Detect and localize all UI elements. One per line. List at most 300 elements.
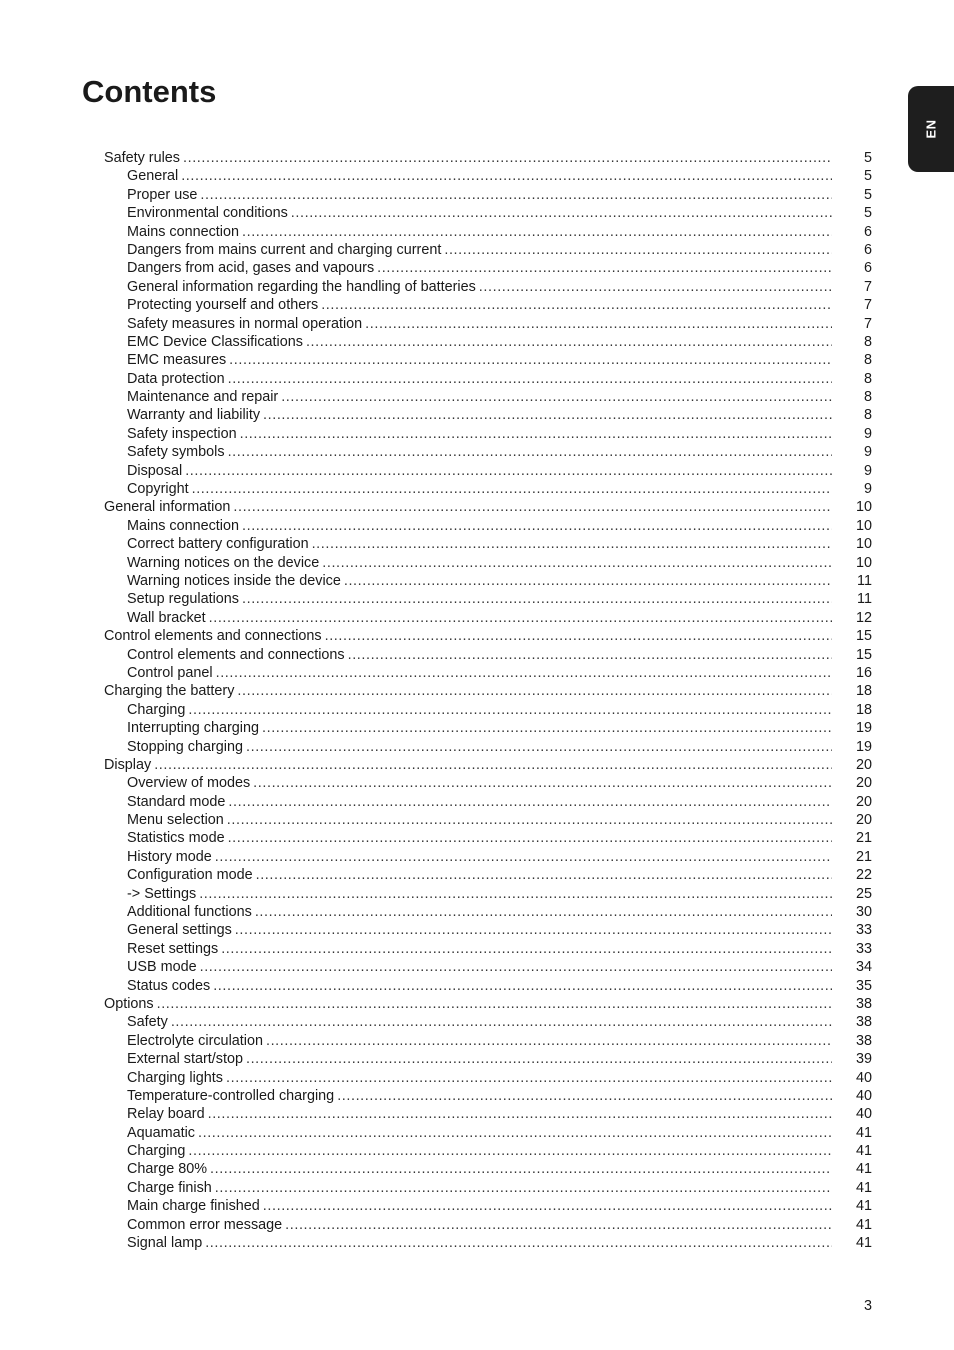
toc-entry-label: Disposal — [127, 462, 183, 479]
toc-subsection-entry[interactable] — [104, 885, 872, 903]
toc-dot-leader — [228, 829, 832, 847]
toc-entry-page-number: 9 — [863, 444, 872, 461]
toc-subsection-entry[interactable] — [104, 1105, 872, 1123]
toc-entry-label: Environmental conditions — [127, 205, 288, 222]
toc-dot-leader — [242, 590, 832, 608]
toc-dot-leader — [322, 554, 832, 572]
toc-dot-leader — [181, 167, 832, 185]
toc-entry-title-group — [127, 1216, 832, 1234]
toc-subsection-entry[interactable] — [104, 1032, 872, 1050]
toc-subsection-entry[interactable] — [104, 186, 872, 204]
toc-subsection-entry[interactable] — [104, 1179, 872, 1197]
toc-entry-title-group — [127, 609, 832, 627]
toc-subsection-entry[interactable] — [104, 480, 872, 498]
toc-entry-title-group — [104, 498, 832, 516]
toc-entry-label: History mode — [127, 848, 212, 865]
toc-dot-leader — [246, 738, 832, 756]
toc-entry-page-number: 39 — [855, 1051, 872, 1068]
toc-entry-label: EMC Device Classifications — [127, 333, 303, 350]
toc-dot-leader — [213, 977, 832, 995]
toc-entry-title-group — [127, 590, 832, 608]
toc-entry-label: Main charge finished — [127, 1198, 260, 1215]
toc-subsection-entry[interactable] — [104, 977, 872, 995]
toc-entry-title-group — [127, 462, 832, 480]
toc-entry-title-group — [127, 811, 832, 829]
toc-subsection-entry[interactable] — [104, 517, 872, 535]
toc-dot-leader — [208, 1105, 832, 1123]
toc-subsection-entry[interactable] — [104, 204, 872, 222]
toc-entry-page-number: 8 — [863, 352, 872, 369]
toc-entry-page-number: 19 — [855, 720, 872, 737]
toc-entry-title-group — [127, 1197, 832, 1215]
toc-entry-title-group — [127, 572, 832, 590]
toc-dot-leader — [281, 388, 832, 406]
toc-entry-title-group — [127, 554, 832, 572]
toc-entry-title-group — [127, 977, 832, 995]
toc-entry-title-group — [127, 940, 832, 958]
toc-subsection-entry[interactable] — [104, 388, 872, 406]
toc-entry-page-number: 6 — [863, 260, 872, 277]
toc-entry-page-number: 7 — [863, 297, 872, 314]
toc-dot-leader — [205, 1234, 832, 1252]
toc-entry-page-number: 11 — [857, 572, 872, 589]
toc-entry-title-group — [127, 1105, 832, 1123]
toc-subsection-entry[interactable] — [104, 572, 872, 590]
toc-entry-label: Electrolyte circulation — [127, 1032, 263, 1049]
toc-subsection-entry[interactable] — [104, 370, 872, 388]
toc-dot-leader — [337, 1087, 832, 1105]
toc-entry-label: Statistics mode — [127, 830, 225, 847]
toc-entry-page-number: 40 — [855, 1106, 872, 1123]
toc-entry-title-group — [127, 738, 832, 756]
toc-entry-title-group — [127, 278, 832, 296]
toc-entry-page-number: 10 — [855, 554, 872, 571]
toc-dot-leader — [266, 1032, 832, 1050]
toc-entry-title-group — [127, 885, 832, 903]
toc-entry-title-group — [127, 1234, 832, 1252]
toc-entry-page-number: 8 — [863, 370, 872, 387]
toc-subsection-entry[interactable] — [104, 259, 872, 277]
toc-entry-label: Safety — [127, 1014, 168, 1031]
toc-section-entry[interactable] — [104, 756, 872, 774]
toc-dot-leader — [188, 701, 832, 719]
toc-entry-page-number: 9 — [863, 462, 872, 479]
toc-subsection-entry[interactable] — [104, 535, 872, 553]
toc-subsection-entry[interactable] — [104, 848, 872, 866]
toc-subsection-entry[interactable] — [104, 738, 872, 756]
toc-entry-page-number: 5 — [863, 186, 872, 203]
toc-subsection-entry[interactable] — [104, 903, 872, 921]
toc-entry-label: Mains connection — [127, 223, 239, 240]
toc-entry-label: Dangers from acid, gases and vapours — [127, 260, 375, 277]
toc-entry-label: Warning notices on the device — [127, 554, 320, 571]
toc-entry-title-group — [127, 351, 832, 369]
toc-entry-title-group — [127, 1160, 832, 1178]
toc-entry-label: Dangers from mains current and charging current — [127, 241, 442, 258]
toc-subsection-entry[interactable] — [104, 351, 872, 369]
toc-subsection-entry[interactable] — [104, 1087, 872, 1105]
toc-subsection-entry[interactable] — [104, 609, 872, 627]
toc-dot-leader — [198, 1124, 832, 1142]
table-of-contents — [104, 149, 872, 1252]
toc-entry-page-number: 19 — [855, 738, 872, 755]
toc-entry-label: Status codes — [127, 977, 211, 994]
toc-entry-page-number: 35 — [855, 977, 872, 994]
toc-entry-label: Mains connection — [127, 517, 239, 534]
toc-entry-label: Temperature-controlled charging — [127, 1087, 335, 1104]
toc-entry-page-number: 40 — [855, 1069, 872, 1086]
toc-dot-leader — [255, 903, 832, 921]
toc-entry-label: Menu selection — [127, 812, 224, 829]
toc-subsection-entry[interactable] — [104, 774, 872, 792]
toc-entry-page-number: 41 — [855, 1216, 872, 1233]
toc-entry-page-number: 41 — [855, 1143, 872, 1160]
toc-subsection-entry[interactable] — [104, 1160, 872, 1178]
toc-section-entry[interactable] — [104, 498, 872, 516]
toc-entry-page-number: 30 — [855, 904, 872, 921]
toc-entry-title-group — [127, 774, 832, 792]
toc-entry-page-number: 5 — [863, 168, 872, 185]
toc-entry-title-group — [127, 296, 832, 314]
toc-entry-title-group — [127, 535, 832, 553]
toc-entry-label: Correct battery configuration — [127, 536, 309, 553]
toc-entry-title-group — [127, 370, 832, 388]
toc-subsection-entry[interactable] — [104, 278, 872, 296]
toc-entry-page-number: 41 — [855, 1124, 872, 1141]
toc-entry-title-group — [127, 701, 832, 719]
toc-dot-leader — [253, 774, 832, 792]
toc-dot-leader — [235, 921, 832, 939]
toc-entry-page-number: 7 — [863, 315, 872, 332]
toc-subsection-entry[interactable] — [104, 921, 872, 939]
toc-entry-label: Charging lights — [127, 1069, 223, 1086]
toc-entry-page-number: 8 — [863, 407, 872, 424]
toc-entry-page-number: 10 — [855, 536, 872, 553]
toc-dot-leader — [215, 848, 832, 866]
toc-dot-leader — [192, 480, 832, 498]
toc-dot-leader — [263, 1197, 832, 1215]
toc-entry-label: Configuration mode — [127, 867, 253, 884]
toc-entry-page-number: 41 — [855, 1235, 872, 1252]
toc-subsection-entry[interactable] — [104, 425, 872, 443]
toc-dot-leader — [188, 1142, 832, 1160]
toc-dot-leader — [216, 664, 832, 682]
toc-dot-leader — [325, 627, 832, 645]
toc-entry-page-number: 11 — [857, 591, 872, 608]
toc-entry-label: Stopping charging — [127, 738, 244, 755]
toc-entry-title-group — [127, 1069, 832, 1087]
toc-entry-label: Charge 80% — [127, 1161, 207, 1178]
toc-dot-leader — [200, 186, 832, 204]
toc-subsection-entry[interactable] — [104, 462, 872, 480]
toc-subsection-entry[interactable] — [104, 866, 872, 884]
toc-entry-page-number: 20 — [855, 756, 872, 773]
toc-entry-title-group — [127, 646, 832, 664]
toc-entry-page-number: 38 — [855, 1014, 872, 1031]
toc-entry-label: USB mode — [127, 959, 197, 976]
toc-entry-page-number: 15 — [855, 646, 872, 663]
toc-dot-leader — [344, 572, 832, 590]
toc-entry-page-number: 9 — [863, 425, 872, 442]
toc-dot-leader — [256, 866, 832, 884]
toc-dot-leader — [228, 443, 832, 461]
toc-entry-page-number: 20 — [855, 775, 872, 792]
toc-entry-label: Warranty and liability — [127, 407, 261, 424]
toc-entry-title-group — [104, 682, 832, 700]
toc-dot-leader — [229, 351, 832, 369]
toc-entry-label: Charging — [127, 701, 186, 718]
toc-dot-leader — [262, 719, 832, 737]
toc-dot-leader — [227, 811, 832, 829]
toc-entry-label: Aquamatic — [127, 1124, 195, 1141]
toc-dot-leader — [365, 315, 832, 333]
toc-subsection-entry[interactable] — [104, 241, 872, 259]
page-number: 3 — [863, 1298, 872, 1314]
toc-dot-leader — [444, 241, 832, 259]
toc-dot-leader — [215, 1179, 832, 1197]
toc-entry-label: Safety rules — [104, 150, 180, 166]
toc-subsection-entry[interactable] — [104, 811, 872, 829]
toc-subsection-entry[interactable] — [104, 701, 872, 719]
toc-subsection-entry[interactable] — [104, 664, 872, 682]
toc-entry-title-group — [127, 1013, 832, 1031]
toc-entry-page-number: 22 — [855, 867, 872, 884]
toc-entry-page-number: 20 — [855, 812, 872, 829]
toc-entry-page-number: 41 — [855, 1198, 872, 1215]
toc-entry-label: General — [127, 168, 179, 185]
toc-dot-leader — [306, 333, 832, 351]
toc-entry-page-number: 10 — [855, 517, 872, 534]
toc-dot-leader — [154, 756, 832, 774]
toc-entry-title-group — [127, 903, 832, 921]
toc-subsection-entry[interactable] — [104, 1069, 872, 1087]
toc-dot-leader — [171, 1013, 832, 1031]
toc-entry-page-number: 18 — [855, 701, 872, 718]
toc-entry-page-number: 25 — [855, 885, 872, 902]
toc-entry-page-number: 21 — [855, 830, 872, 847]
toc-section-entry[interactable] — [104, 627, 872, 645]
toc-subsection-entry[interactable] — [104, 315, 872, 333]
toc-entry-page-number: 12 — [855, 609, 872, 626]
toc-entry-page-number: 34 — [855, 959, 872, 976]
toc-dot-leader — [246, 1050, 832, 1068]
toc-entry-title-group — [127, 517, 832, 535]
toc-entry-page-number: 15 — [855, 628, 872, 645]
toc-entry-title-group — [127, 1087, 832, 1105]
toc-entry-page-number: 6 — [863, 241, 872, 258]
toc-entry-label: Control elements and connections — [104, 628, 322, 645]
toc-subsection-entry[interactable] — [104, 1234, 872, 1252]
toc-entry-label: Data protection — [127, 370, 225, 387]
toc-entry-title-group — [127, 204, 832, 222]
toc-entry-title-group — [127, 719, 832, 737]
toc-entry-label: Warning notices inside the device — [127, 572, 341, 589]
toc-entry-page-number: 33 — [855, 922, 872, 939]
toc-entry-label: Control panel — [127, 664, 213, 681]
toc-entry-title-group — [127, 223, 832, 241]
language-tab — [908, 86, 954, 172]
toc-dot-leader — [157, 995, 832, 1013]
toc-entry-title-group — [127, 1124, 832, 1142]
toc-entry-label: General information — [104, 499, 231, 516]
toc-entry-page-number: 9 — [863, 481, 872, 498]
toc-section-entry[interactable] — [104, 682, 872, 700]
toc-subsection-entry[interactable] — [104, 1124, 872, 1142]
toc-entry-title-group — [127, 333, 832, 351]
toc-entry-label: Options — [104, 995, 154, 1012]
toc-entry-label: Additional functions — [127, 904, 252, 921]
toc-entry-page-number: 41 — [855, 1179, 872, 1196]
toc-entry-label: Control elements and connections — [127, 646, 345, 663]
language-tab-label: EN — [923, 119, 939, 139]
toc-subsection-entry[interactable] — [104, 829, 872, 847]
toc-entry-title-group — [104, 995, 832, 1013]
toc-entry-page-number: 6 — [863, 223, 872, 240]
toc-subsection-entry[interactable] — [104, 167, 872, 185]
toc-entry-title-group — [127, 259, 832, 277]
toc-section-entry[interactable] — [104, 149, 872, 167]
toc-entry-label: Display — [104, 756, 152, 773]
toc-entry-page-number: 7 — [863, 278, 872, 295]
toc-subsection-entry[interactable] — [104, 333, 872, 351]
toc-entry-title-group — [127, 388, 832, 406]
toc-entry-title-group — [127, 1032, 832, 1050]
toc-entry-title-group — [127, 664, 832, 682]
toc-entry-page-number: 38 — [855, 995, 872, 1012]
toc-dot-leader — [240, 425, 832, 443]
toc-entry-label: Safety measures in normal operation — [127, 315, 363, 332]
toc-dot-leader — [242, 223, 832, 241]
toc-entry-title-group — [127, 1179, 832, 1197]
toc-entry-title-group — [127, 167, 832, 185]
toc-entry-title-group — [127, 848, 832, 866]
toc-entry-label: Maintenance and repair — [127, 389, 279, 406]
toc-entry-page-number: 5 — [863, 205, 872, 222]
toc-entry-label: Charging — [127, 1143, 186, 1160]
toc-entry-label: Overview of modes — [127, 775, 251, 792]
toc-entry-title-group — [127, 921, 832, 939]
toc-dot-leader — [348, 646, 832, 664]
toc-entry-page-number: 16 — [855, 664, 872, 681]
toc-entry-title-group — [127, 425, 832, 443]
toc-subsection-entry[interactable] — [104, 406, 872, 424]
toc-subsection-entry[interactable] — [104, 554, 872, 572]
toc-entry-label: -> Settings — [127, 885, 197, 902]
toc-subsection-entry[interactable] — [104, 719, 872, 737]
toc-entry-label: Copyright — [127, 481, 189, 498]
toc-entry-page-number: 8 — [863, 389, 872, 406]
toc-dot-leader — [291, 204, 832, 222]
toc-subsection-entry[interactable] — [104, 590, 872, 608]
toc-entry-label: Setup regulations — [127, 591, 240, 608]
toc-entry-page-number: 38 — [855, 1032, 872, 1049]
toc-dot-leader — [321, 296, 832, 314]
toc-subsection-entry[interactable] — [104, 223, 872, 241]
toc-entry-label: Charging the battery — [104, 683, 235, 700]
toc-dot-leader — [237, 682, 832, 700]
toc-dot-leader — [209, 609, 832, 627]
toc-subsection-entry[interactable] — [104, 443, 872, 461]
toc-entry-title-group — [127, 443, 832, 461]
toc-entry-title-group — [127, 406, 832, 424]
toc-dot-leader — [285, 1216, 832, 1234]
toc-subsection-entry[interactable] — [104, 940, 872, 958]
toc-entry-label: Safety symbols — [127, 444, 225, 461]
toc-entry-label: Reset settings — [127, 940, 219, 957]
toc-subsection-entry[interactable] — [104, 1013, 872, 1031]
toc-entry-title-group — [127, 1142, 832, 1160]
toc-entry-label: Relay board — [127, 1106, 205, 1123]
toc-dot-leader — [221, 940, 832, 958]
toc-entry-page-number: 40 — [855, 1087, 872, 1104]
toc-subsection-entry[interactable] — [104, 296, 872, 314]
toc-entry-label: EMC measures — [127, 352, 227, 369]
toc-entry-label: Charge finish — [127, 1179, 212, 1196]
toc-entry-page-number: 33 — [855, 940, 872, 957]
toc-entry-title-group — [127, 866, 832, 884]
toc-entry-title-group — [127, 829, 832, 847]
toc-entry-title-group — [104, 756, 832, 774]
toc-entry-label: Interrupting charging — [127, 720, 259, 737]
toc-dot-leader — [183, 149, 832, 167]
toc-subsection-entry[interactable] — [104, 1142, 872, 1160]
toc-entry-page-number: 21 — [855, 848, 872, 865]
toc-subsection-entry[interactable] — [104, 1197, 872, 1215]
toc-subsection-entry[interactable] — [104, 646, 872, 664]
toc-entry-label: Common error message — [127, 1216, 283, 1233]
toc-entry-page-number: 5 — [863, 150, 872, 166]
toc-entry-page-number: 18 — [855, 683, 872, 700]
toc-entry-title-group — [127, 793, 832, 811]
toc-entry-title-group — [127, 186, 832, 204]
toc-entry-label: Signal lamp — [127, 1235, 203, 1252]
toc-dot-leader — [263, 406, 832, 424]
toc-dot-leader — [228, 793, 832, 811]
toc-dot-leader — [242, 517, 832, 535]
toc-subsection-entry[interactable] — [104, 958, 872, 976]
toc-entry-page-number: 20 — [855, 793, 872, 810]
toc-entry-title-group — [104, 627, 832, 645]
toc-dot-leader — [199, 885, 832, 903]
page-title: Contents — [82, 74, 217, 109]
toc-dot-leader — [226, 1069, 832, 1087]
toc-entry-title-group — [127, 315, 832, 333]
toc-subsection-entry[interactable] — [104, 793, 872, 811]
toc-entry-label: Safety inspection — [127, 425, 237, 442]
toc-entry-label: External start/stop — [127, 1051, 243, 1068]
toc-section-entry[interactable] — [104, 995, 872, 1013]
toc-dot-leader — [312, 535, 832, 553]
toc-dot-leader — [233, 498, 832, 516]
toc-dot-leader — [228, 370, 832, 388]
toc-dot-leader — [185, 462, 832, 480]
toc-entry-title-group — [127, 480, 832, 498]
toc-entry-page-number: 41 — [855, 1161, 872, 1178]
toc-entry-label: Protecting yourself and others — [127, 297, 319, 314]
toc-entry-title-group — [104, 149, 832, 167]
toc-dot-leader — [200, 958, 832, 976]
toc-entry-label: Standard mode — [127, 793, 226, 810]
toc-subsection-entry[interactable] — [104, 1216, 872, 1234]
toc-entry-label: General settings — [127, 922, 232, 939]
toc-subsection-entry[interactable] — [104, 1050, 872, 1068]
toc-dot-leader — [479, 278, 832, 296]
toc-entry-page-number: 10 — [855, 499, 872, 516]
toc-entry-title-group — [127, 241, 832, 259]
toc-dot-leader — [377, 259, 832, 277]
toc-entry-label: Wall bracket — [127, 609, 206, 626]
toc-entry-title-group — [127, 1050, 832, 1068]
